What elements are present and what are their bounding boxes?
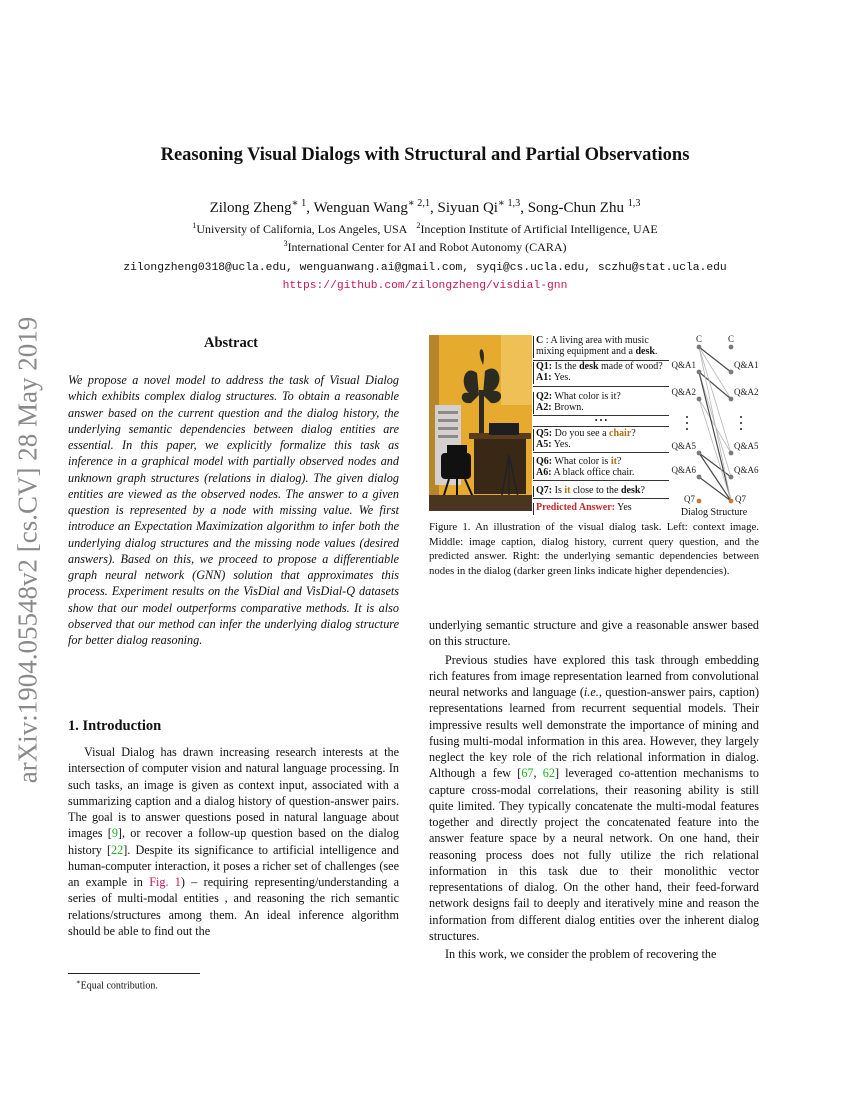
affiliation-line-1: $^1$University of California, Los Angeles, USA $^2$Inception Institute of Artificial Intelligence, UAE xyxy=(192,221,658,236)
graph-node-label: Q&A1 xyxy=(671,360,696,370)
author-name: Song-Chun Zhu xyxy=(527,200,624,216)
graph-node-label: Q&A2 xyxy=(671,387,696,397)
graph-node-label: Q7 xyxy=(735,494,746,504)
dialog-divider xyxy=(533,426,669,427)
arxiv-sidebar xyxy=(2,300,54,800)
graph-node-label: Q&A6 xyxy=(671,465,696,475)
dialog-round-2: Q2: What color is it? A2: Brown. xyxy=(533,392,670,414)
dialog-divider xyxy=(533,480,669,481)
dialog-query: Q7: Is it close to the desk? xyxy=(533,486,670,497)
graph-node-label: C xyxy=(727,335,735,344)
dialog-round-6: Q6: What color is it? A6: A black office chair. xyxy=(533,457,670,479)
author-name: Wenguan Wang xyxy=(313,200,408,216)
paragraph: In this work, we consider the problem of recovering the xyxy=(445,947,717,961)
ellipsis-dot xyxy=(740,422,742,424)
citation-link[interactable]: 67 xyxy=(521,766,534,781)
graph-node xyxy=(697,397,702,402)
graph-node-label: Q&A2 xyxy=(734,387,759,397)
graph-node-label: Q&A5 xyxy=(734,441,759,451)
ellipsis-dot xyxy=(740,416,742,418)
ellipsis-dot xyxy=(686,422,688,424)
author-mark: 1,3 xyxy=(627,198,641,209)
living-room-illustration xyxy=(429,335,532,511)
dependency-edge xyxy=(699,453,731,477)
predicted-answer: Predicted Answer: Yes xyxy=(533,503,670,515)
graph-node-label: Q&A1 xyxy=(734,360,759,370)
graph-node xyxy=(729,451,734,456)
abstract-text: We propose a novel model to address the task of Visual Dialog which exhibits complex dialog structures. To obtain a reasonable answer based on the current question and the dialog history, the underlying semantic dependencies between dialog entities are essential. In this paper, we explicitly formalize this task as inference in a graphical model with partially observed nodes and unknown graph structures (relations in dialog). The given dialog entities are viewed as the observed nodes. The answer to a given question is represented by a node with missing value. We first introduce an Expectation Maximization algorithm to infer both the underlying dialog structures and the missing node values (desired answers). Based on this, we proceed to propose a differentiable graph neural network (GNN) solution that approximates this process. Experiment results on the VisDial and VisDial-Q datasets show that our model outperforms comparative methods. It is also observed that our method can infer the underlying dialog structure for better dialog reasoning. xyxy=(68,373,399,647)
graph-node xyxy=(729,370,734,375)
dialog-panel xyxy=(533,335,669,517)
author-name: Zilong Zheng xyxy=(209,200,292,216)
ellipsis-dot xyxy=(740,428,742,430)
dialog-round-1: Q1: Is the desk made of wood? A1: Yes. xyxy=(533,362,670,384)
dialog-structure-graph xyxy=(669,335,759,519)
graph-title: Dialog Structure xyxy=(680,507,748,518)
dialog-caption: C : A living area with music mixing equipment and a desk. xyxy=(533,336,670,358)
author-name: Siyuan Qi xyxy=(437,200,498,216)
figure-caption: Figure 1. An illustration of the visual dialog task. Left: context image. Middle: image caption, dialog history, current query question, and the predicted answer. Right: the underlying semantic dependencies between nodes in the dialog (darker green links indicate higher dependencies). xyxy=(429,521,759,577)
dialog-ellipsis: • • • xyxy=(594,416,608,425)
ellipsis-dot xyxy=(686,428,688,430)
graph-node-label: Q&A6 xyxy=(734,465,759,475)
figure-1 xyxy=(429,335,759,517)
citation-link[interactable]: 9 xyxy=(111,826,118,841)
graph-node xyxy=(697,499,702,504)
footnote: ∗Equal contribution. xyxy=(76,979,158,992)
code-url-link[interactable]: https://github.com/zilongzheng/visdial-gnn xyxy=(282,280,568,292)
graph-node xyxy=(729,475,734,480)
affiliation-cara: International Center for AI and Robot Autonomy (CARA) xyxy=(287,240,567,254)
citation-link[interactable]: 22 xyxy=(111,842,124,857)
context-image xyxy=(429,335,532,511)
graph-node xyxy=(697,370,702,375)
affiliation-line-2: $^3$International Center for AI and Robot Autonomy (CARA) xyxy=(283,239,567,254)
paper-title: Reasoning Visual Dialogs with Structural and Partial Observations xyxy=(160,145,690,165)
graph-node xyxy=(697,451,702,456)
abstract-heading: Abstract xyxy=(204,335,258,351)
graph-node xyxy=(729,397,734,402)
citation-link[interactable]: 62 xyxy=(542,766,555,781)
paragraph: underlying semantic structure and give a reasonable answer based on this structure. xyxy=(429,618,759,649)
graph-node xyxy=(697,475,702,480)
dialog-round-5: Q5: Do you see a chair? A5: Yes. xyxy=(533,429,670,451)
figure-reference-link[interactable]: Fig. 1 xyxy=(149,875,181,889)
graph-node-label: C xyxy=(695,335,703,344)
dialog-divider xyxy=(533,386,669,387)
right-column-text xyxy=(429,617,759,964)
dialog-divider xyxy=(533,498,669,499)
affiliation-ucla: University of California, Los Angeles, USA xyxy=(196,222,408,236)
author-mark: ∗ 1 xyxy=(291,198,307,209)
affiliation-iiai: Inception Institute of Artificial Intelligence, UAE xyxy=(420,222,658,236)
graph-node-label: Q7 xyxy=(684,494,695,504)
introduction-paragraph: Visual Dialog has drawn increasing research interests at the intersection of computer vision and natural language processing. In such tasks, an image is given as context input, associated with a summarizing caption and a dialog history of question-answer pairs. The goal is to answer questions posed in natural language about images [9], or recover a follow-up question based on the dialog history [22]. Despite its significance to artificial intelligence and human-computer interaction, it poses a richer set of challenges (see an example in Fig. 1) – requiring representing/understanding a series of multi-modal entities , and reasoning the rich semantic relations/structures among them. An ideal inference algorithm should be able to find out the xyxy=(68,745,400,938)
arxiv-identifier: arXiv:1904.05548v2 [cs.CV] 28 May 2019 xyxy=(12,316,43,784)
graph-node xyxy=(729,499,734,504)
dialog-divider xyxy=(533,452,669,453)
paragraph: Previous studies have explored this task through embedding rich features from image representation learned from convolutional neural networks and language (i.e., question-answer pairs, caption) representations learned from recurrent sequential models. Their impressive results well demonstrate the importance of mining and fusing multi-modal information in this area. However, they largely neglect the key role of the rich relational information in dialog. Although a few [67, 62] leveraged co-attention mechanisms to capture cross-modal correlations, their reasoning ability is still quite limited. They typically concatenate the multi-modal features together and directly project the concatenated feature into the answer feature space by a neural network. On one hand, their reasoning process does not fully utilize the rich relational information in this task due to their monolithic vector representations of dialog. On the other hand, their feed-forward network designs fail to deeply and iteratively mine and reason the information from different dialog entities over the inherent dialog structures. xyxy=(429,652,760,943)
footnote-rule xyxy=(68,973,200,974)
author-mark: ∗ 1,3 xyxy=(497,198,521,209)
author-mark: ∗ 2,1 xyxy=(407,198,431,209)
graph-node xyxy=(697,345,702,350)
dependency-edge xyxy=(699,399,731,453)
ellipsis-dot xyxy=(686,416,688,418)
graph-node-label: Q&A5 xyxy=(671,441,696,451)
author-emails: zilongzheng0318@ucla.edu, wenguanwang.ai@gmail.com, syqi@cs.ucla.edu, sczhu@stat.ucla.edu xyxy=(123,262,727,274)
graph-node xyxy=(729,345,734,350)
dependency-edge xyxy=(699,372,731,399)
introduction-heading: 1. Introduction xyxy=(68,718,162,734)
dependency-edge xyxy=(699,399,731,501)
author-list: Zilong Zheng$^{∗ 1}$, Wenguan Wang$^{∗ 2,1}$, Siyuan $Qi^{∗ 1,3}$, Song-Chun Zhu $^{1,3}$ xyxy=(209,198,641,216)
